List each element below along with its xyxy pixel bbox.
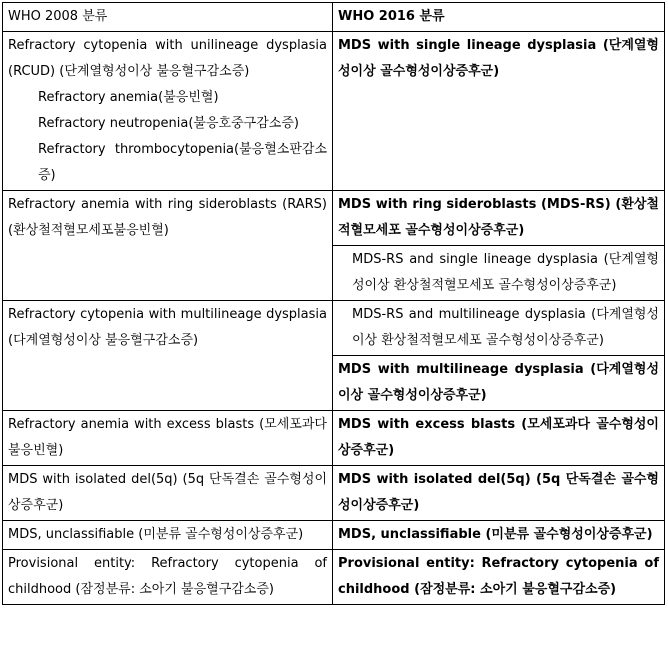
table-row	[3, 411, 665, 466]
cell-del5q-2016: MDS with isolated del(5q) (5q 단독결손 골수형성이상증후군)	[333, 466, 665, 521]
header-who2016: WHO 2016 분류	[333, 3, 665, 32]
table-row	[3, 32, 665, 191]
cell-del5q-2008: MDS with isolated del(5q) (5q 단독결손 골수형성이상증후군)	[3, 466, 333, 521]
rcud-sub-thrombocytopenia: Refractory thrombocytopenia(불응혈소판감소증)	[38, 142, 327, 183]
cell-raeb-2008: Refractory anemia with excess blasts (모세포과다 불응빈혈)	[3, 411, 333, 466]
cell-rcc-2008: Provisional entity: Refractory cytopenia of childhood (잠정분류: 소아기 불응혈구감소증)	[3, 550, 333, 605]
cell-mds-rs-sld-2016	[333, 246, 665, 301]
cell-mds-rs-2016: MDS with ring sideroblasts (MDS-RS) (환상철적혈모세포 골수형성이상증후군)	[333, 191, 665, 246]
table-row	[3, 301, 665, 356]
table-row	[3, 191, 665, 246]
header-who2008: WHO 2008 분류	[3, 3, 333, 32]
cell-rcud-2008	[3, 32, 333, 191]
cell-mds-eb-2016: MDS with excess blasts (모세포과다 골수형성이상증후군)	[333, 411, 665, 466]
header-row	[3, 3, 665, 32]
rcud-sub-anemia: Refractory anemia(불응빈혈)	[38, 90, 219, 105]
cell-rars-2008: Refractory anemia with ring sideroblasts (RARS) (환상철적혈모세포불응빈혈)	[3, 191, 333, 301]
rcud-sub-neutropenia: Refractory neutropenia(불응호중구감소증)	[38, 116, 299, 131]
mds-rs-mld-text: MDS-RS and multilineage dysplasia (다계열형성이상 환상철적혈모세포 골수형성이상증후군)	[352, 307, 659, 348]
table-row	[3, 466, 665, 521]
mds-rs-sld-text: MDS-RS and single lineage dysplasia (단계열형성이상 환상철적혈모세포 골수형성이상증후군)	[352, 252, 659, 293]
cell-rcc-2016: Provisional entity: Refractory cytopenia of childhood (잠정분류: 소아기 불응혈구감소증)	[333, 550, 665, 605]
cell-mds-mld-2016: MDS with multilineage dysplasia (다계열형성이상 골수형성이상증후군)	[333, 356, 665, 411]
cell-unclass-2016: MDS, unclassifiable (미분류 골수형성이상증후군)	[333, 521, 665, 550]
who-classification-table	[2, 2, 665, 605]
cell-mds-rs-mld-2016	[333, 301, 665, 356]
table-row	[3, 521, 665, 550]
cell-rcmd-2008: Refractory cytopenia with multilineage dysplasia (다계열형성이상 불응혈구감소증)	[3, 301, 333, 411]
rcud-main: Refractory cytopenia with unilineage dysplasia (RCUD) (단계열형성이상 불응혈구감소증)	[8, 38, 327, 79]
cell-unclass-2008: MDS, unclassifiable (미분류 골수형성이상증후군)	[3, 521, 333, 550]
cell-rcud-2016: MDS with single lineage dysplasia (단계열형성이상 골수형성이상증후군)	[333, 32, 665, 191]
table-row	[3, 550, 665, 605]
